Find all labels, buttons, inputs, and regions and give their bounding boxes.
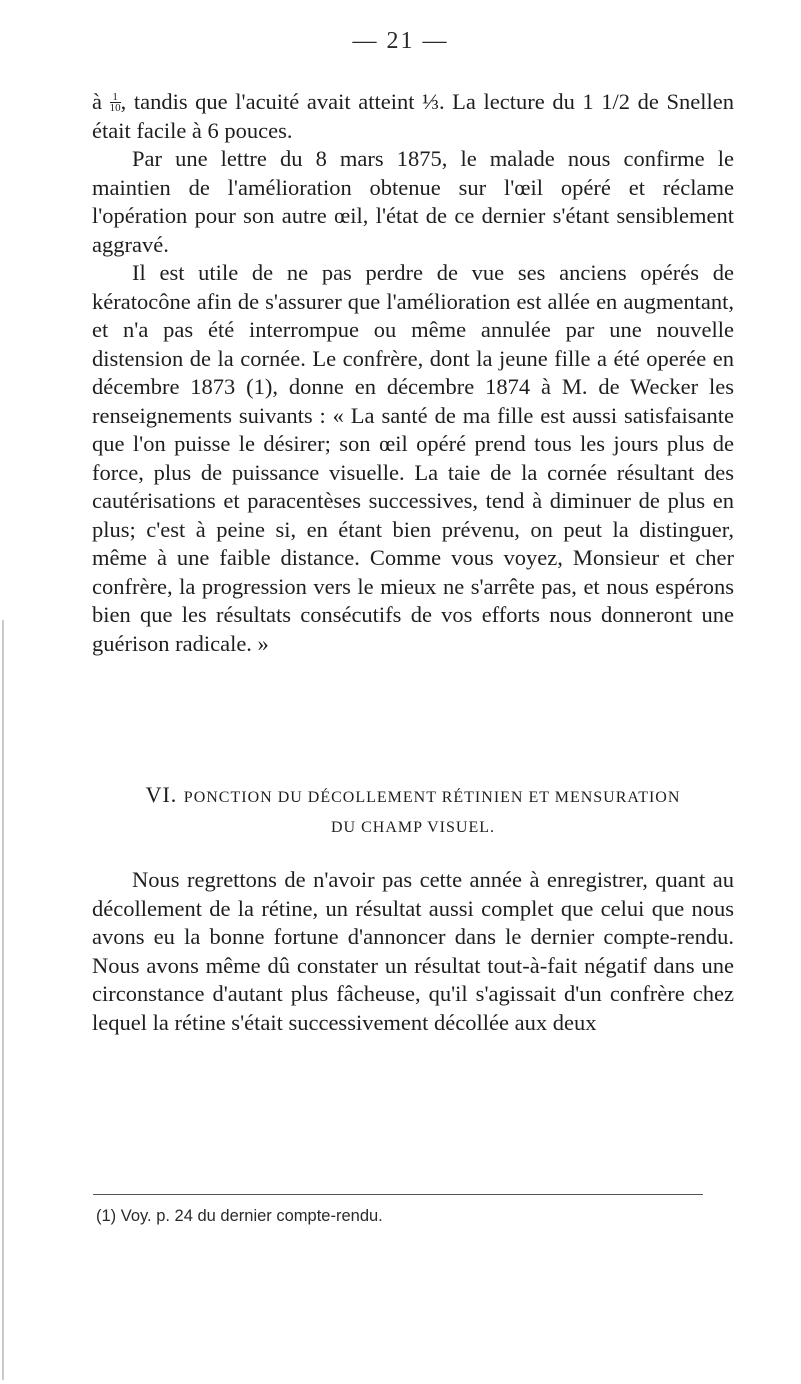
paragraph-text: , tandis que l'acuité avait atteint ⅓. La lecture du 1 1/2 de Snellen était facile à 6 pouces. bbox=[92, 89, 734, 143]
footnote: (1) Voy. p. 24 du dernier compte-rendu. bbox=[96, 1207, 383, 1225]
fraction bbox=[110, 92, 121, 113]
paragraph: Il est utile de ne pas perdre de vue ses anciens opérés de kératocône afin de s'assurer que l'amélioration est allée en augmentant, et n'a pas été interrompue ou même annulée par une nouvelle distension de la cornée. Le confrère, dont la jeune fille a été operée en décembre 1873 (1), donne en décembre 1874 à M. de Wecker les renseignements suivants : « La santé de ma fille est aussi satisfaisante que l'on puisse le désirer; son œil opéré prend tous les jours plus de force, plus de puissance visuelle. La taie de la cornée résultant des cautérisations et paracentèses successives, tend à diminuer de plus en plus; c'est à peine si, en étant bien prévenu, on peut la distinguer, même à une faible distance. Comme vous voyez, Monsieur et cher confrère, la progression vers le mieux ne s'arrête pas, et nous espérons bien que les résultats consécutifs de vos efforts nous donneront une guérison radicale. » bbox=[92, 260, 734, 656]
page-edge-shadow bbox=[2, 620, 4, 1380]
section-title: PONCTION DU DÉCOLLEMENT RÉTINIEN ET MENSURATION bbox=[183, 789, 681, 806]
section-heading-line bbox=[92, 780, 734, 813]
fraction-numerator: 1 bbox=[110, 92, 121, 103]
section-title-continued: DU CHAMP VISUEL. bbox=[330, 819, 495, 836]
main-text bbox=[92, 88, 734, 658]
section-number: VI. bbox=[145, 782, 178, 807]
section-heading bbox=[92, 780, 734, 843]
paragraph: Par une lettre du 8 mars 1875, le malade nous confirme le maintien de l'amélioration obtenue sur l'œil opéré et réclame l'opération pour son autre œil, l'état de ce dernier s'étant sensiblement aggravé. bbox=[92, 146, 734, 257]
fraction-denominator: 10 bbox=[109, 102, 121, 114]
section-paragraph: Nous regrettons de n'avoir pas cette année à enregistrer, quant au décollement de la rétine, un résultat aussi complet que celui que nous avons eu la bonne fortune d'annoncer dans le dernier compte-rendu. Nous avons même dû constater un résultat tout-à-fait négatif dans une circonstance d'autant plus fâcheuse, qu'il s'agissait d'un confrère chez lequel la rétine s'était successivement décollée aux deux bbox=[92, 867, 734, 1035]
paragraph-continuation bbox=[92, 88, 734, 145]
paragraph-text: à bbox=[92, 89, 110, 114]
footnote-divider bbox=[93, 1194, 703, 1195]
page-number: — 21 — bbox=[352, 28, 449, 54]
